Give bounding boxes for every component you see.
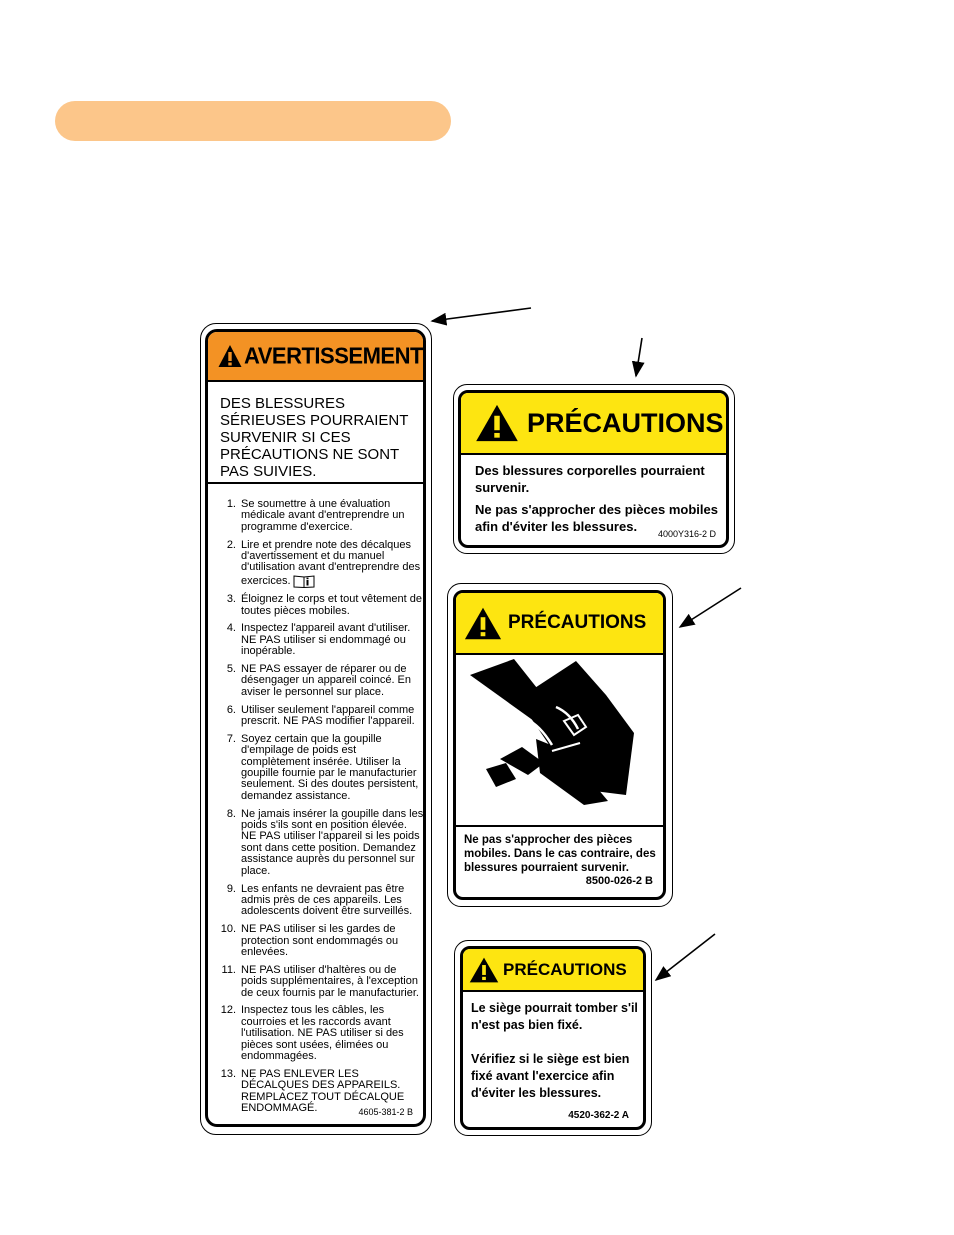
list-item [214,884,424,918]
caution-line-1: Le siège pourrait tomber s'il n'est pas bien fixé. [471,1001,638,1032]
item-text: Inspectez l'appareil avant d'utiliser. NE PAS utiliser si endommagé ou inopérable. [241,622,411,658]
caution-label-seat [454,940,652,1136]
item-text: NE PAS essayer de réparer ou de désengager un appareil coincé. En aviser le personnel sur place. [241,663,412,698]
caution-signal-word: PRÉCAUTIONS [503,959,627,979]
warning-instructions-list [214,499,424,1121]
item-number: 13. [220,1067,236,1080]
caution-part-number: 8500-026-2 B [585,875,653,887]
caution-label-body [453,590,666,900]
warning-signal-word: AVERTISSEMENT [244,342,423,369]
item-text: NE PAS ENLEVER LES DÉCALQUES DES APPAREILS. REMPLACEZ TOUT DÉCALQUE ENDOMMAGÉ. [241,1067,405,1114]
caution-text [471,1000,646,1119]
warning-label [200,323,432,1135]
hand-pinch-icon [456,655,663,825]
list-item [214,809,424,877]
item-number: 4. [226,622,236,635]
warning-signal-bar [208,332,423,382]
item-text: Utiliser seulement l'appareil comme prescrit. NE PAS modifier l'appareil. [241,703,415,728]
caution-label-body [460,946,646,1130]
item-text: Ne jamais insérer la goupille dans les poids s'ils sont en position élevée. NE PAS utiliser l'appareil si les poids sont dans cette position. Demandez assistance auprès du personnel sur place. [241,807,424,877]
caution-part-number: 4520-362-2 A [568,1110,629,1121]
warning-label-body [205,329,426,1127]
warning-triangle-icon [464,607,502,640]
list-item [214,664,424,698]
caution-signal-bar [461,393,726,455]
warning-triangle-icon [475,404,519,442]
item-number: 9. [226,882,236,895]
item-number: 2. [226,538,236,551]
list-item [214,705,424,728]
caution-label-pinch-point [447,583,673,907]
item-number: 5. [226,663,236,676]
item-text: NE PAS utiliser d'haltères ou de poids supplémentaires, à l'exception de ceux fournis par le manufacturier. [241,963,419,999]
item-text-with-icon [241,540,424,588]
item-number: 3. [226,593,236,606]
caution-label-moving-parts [453,384,735,554]
item-number: 10. [220,923,236,936]
list-item [214,594,424,617]
arrow-to-warning-label [432,308,531,321]
caution-signal-bar [463,949,643,992]
list-item [214,924,424,958]
list-item [214,1005,424,1062]
list-item [214,499,424,533]
item-text: Les enfants ne devraient pas être admis près de ces appareils. Les adolescents doivent être surveillés. [241,882,413,918]
arrow-to-caution-label-1 [636,338,642,376]
caution-part-number: 4000Y316-2 D [657,529,716,539]
caution-line-2: Vérifiez si le siège est bien fixé avant l'exercice afin d'éviter les blessures. [471,1052,630,1100]
item-text: Se soumettre à une évaluation médicale avant d'entreprendre un programme d'exercice. [241,498,405,533]
caution-line-2: Ne pas s'approcher des pièces mobiles afin d'éviter les blessures. [475,502,718,534]
caution-line-1: Des blessures corporelles pourraient survenir. [475,463,705,495]
item-number: 12. [220,1004,236,1017]
item-text: NE PAS utiliser si les gardes de protection sont endommagés ou enlevées. [241,923,399,958]
caution-signal-word: PRÉCAUTIONS [527,407,724,438]
list-item [214,734,424,802]
item-number: 7. [226,732,236,745]
warning-lead-text: DES BLESSURES SÉRIEUSES POURRAIENT SURVENIR SI CES PRÉCAUTIONS NE SONT PAS SUIVIES. [220,395,409,480]
caution-signal-bar [456,593,663,655]
arrow-to-caution-label-2 [680,588,741,627]
list-item [214,965,424,999]
item-number: 11. [221,963,236,976]
list-item [214,623,424,657]
pinch-hazard-pictogram [456,655,663,827]
item-number: 6. [226,703,236,716]
warning-part-number: 4605-381-2 B [358,1107,413,1117]
item-text: Inspectez tous les câbles, les courroies et les raccords avant l'utilisation. NE PAS utiliser si des pièces sont usées, élimées ou endommagées. [241,1004,404,1062]
item-number: 8. [226,807,236,820]
item-text: Lire et prendre note des décalques d'avertissement et du manuel d'utilisation avant d'entreprendre des exercices. [241,538,421,587]
warning-divider [208,482,423,484]
manual-book-icon [293,574,315,588]
warning-triangle-icon [218,344,242,368]
item-number: 1. [226,498,236,510]
item-text: Éloignez le corps et tout vêtement de toutes pièces mobiles. [241,593,422,617]
item-text: Soyez certain que la goupille d'empilage de poids est complètement insérée. Utiliser la goupille fournie par le manufacturier seulement. Si des doutes persistent, demandez assistance. [241,732,419,802]
caution-label-body [458,390,729,548]
list-item [214,540,424,588]
warning-triangle-icon [469,957,499,983]
arrow-to-caution-label-3 [656,934,715,980]
caution-text: Ne pas s'approcher des pièces mobiles. Dans le cas contraire, des blessures pourraient survenir. [464,834,656,874]
caution-signal-word: PRÉCAUTIONS [508,612,647,633]
